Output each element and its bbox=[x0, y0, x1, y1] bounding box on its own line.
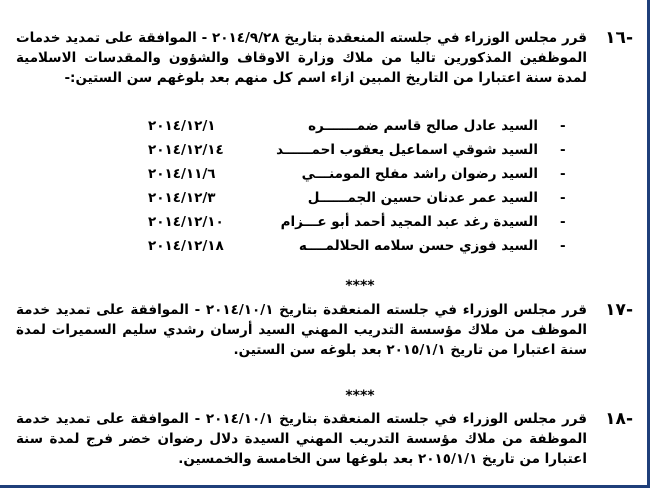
item-number: -١٧ bbox=[605, 300, 633, 320]
item-number: -١٦ bbox=[605, 28, 633, 48]
employee-name: السيدة رغد عبد المجيد أحمد أبو عـــزام bbox=[280, 214, 538, 230]
extension-date: ٢٠١٤/١١/٦ bbox=[148, 166, 216, 182]
employee-name: السيد عادل صالح قاسم ضمـــــــره bbox=[308, 118, 538, 134]
list-dash: - bbox=[560, 214, 566, 230]
item-text: قرر مجلس الوزراء في جلسته المنعقدة بتاريخ ٢٠١٤/١٠/١ - الموافقة على تمديد خدمة الموظفة من ملاك مؤسسة التدريب المهني السيدة دلال رضوان خضر فرج لمدة سنة اعتبارا من تاريخ ٢٠١٥/١/١ بعد بلوغها سن الخامسة والخمسين. bbox=[16, 411, 588, 467]
extension-date: ٢٠١٤/١٢/١٠ bbox=[148, 214, 224, 230]
employee-row bbox=[0, 116, 650, 140]
employee-row bbox=[0, 164, 650, 188]
list-dash: - bbox=[560, 238, 566, 254]
employee-name: السيد رضوان راشد مفلح المومنـــي bbox=[301, 166, 538, 182]
employee-row bbox=[0, 188, 650, 212]
list-dash: - bbox=[560, 190, 566, 206]
employee-row bbox=[0, 212, 650, 236]
extension-date: ٢٠١٤/١٢/١٨ bbox=[148, 238, 224, 254]
item-text: قرر مجلس الوزراء في جلسته المنعقدة بتاريخ ٢٠١٤/١٠/١ - الموافقة على تمديد خدمة الموظف من ملاك مؤسسة التدريب المهني السيد أرسان رشدي سليم السميرات لمدة سنة اعتبارا من تاريخ ٢٠١٥/١/١ بعد بلوغه سن الستين. bbox=[16, 302, 588, 358]
section-separator: **** bbox=[345, 388, 375, 404]
employee-row bbox=[0, 236, 650, 260]
section-separator: **** bbox=[345, 278, 375, 294]
extension-date: ٢٠١٤/١٢/١ bbox=[148, 118, 216, 134]
decision-item-16 bbox=[16, 28, 633, 88]
employee-name: السيد فوزي حسن سلامه الحلالمــــه bbox=[298, 238, 538, 254]
employee-name: السيد شوقي اسماعيل يعقوب احمــــــد bbox=[276, 142, 538, 158]
list-dash: - bbox=[560, 142, 566, 158]
list-dash: - bbox=[560, 166, 566, 182]
item-text: قرر مجلس الوزراء في جلسته المنعقدة بتاريخ ٢٠١٤/٩/٢٨ - الموافقة على تمديد خدمات الموظفين المذكورين تاليا من ملاك وزارة الاوقاف والشؤون والمقدسات الاسلامية لمدة سنة اعتبارا من التاريخ المبين ازاء اسم كل منهم بعد بلوغهم سن الستين:- bbox=[16, 30, 587, 86]
extension-date: ٢٠١٤/١٢/١٤ bbox=[148, 142, 224, 158]
extension-date: ٢٠١٤/١٢/٣ bbox=[148, 190, 216, 206]
decision-item-18 bbox=[16, 409, 633, 469]
item-number: -١٨ bbox=[605, 409, 633, 429]
employee-name: السيد عمر عدنان حسين الجمــــــل bbox=[307, 190, 538, 206]
employee-row bbox=[0, 140, 650, 164]
decision-item-17 bbox=[16, 300, 633, 360]
list-dash: - bbox=[560, 118, 566, 134]
